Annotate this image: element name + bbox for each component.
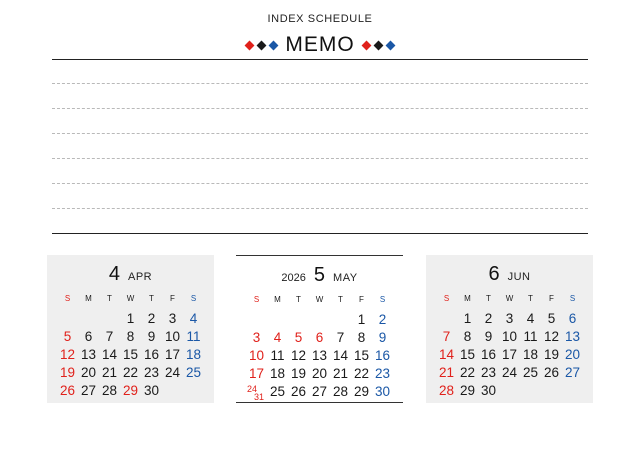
- memo-line: [52, 183, 588, 184]
- calendar-day: [309, 311, 330, 329]
- weekday-label: T: [296, 295, 301, 304]
- calendar-day: [288, 311, 309, 329]
- calendar-day[interactable]: 29: [122, 383, 139, 398]
- month-name: MAY: [333, 272, 358, 284]
- calendar-day[interactable]: 20: [311, 366, 328, 381]
- calendar-day[interactable]: 23: [374, 366, 391, 381]
- calendar-day[interactable]: 17: [248, 366, 265, 381]
- calendar-day[interactable]: 4: [189, 311, 198, 326]
- calendar-day: [183, 382, 204, 400]
- month-number: 5: [313, 264, 326, 286]
- calendar-day[interactable]: 5: [63, 329, 72, 344]
- calendar-day[interactable]: 6: [84, 329, 93, 344]
- calendar-day[interactable]: 29: [353, 384, 370, 399]
- memo-writing-area[interactable]: [52, 60, 588, 232]
- calendar-day[interactable]: 10: [501, 329, 518, 344]
- calendar-day[interactable]: 27: [564, 365, 581, 380]
- calendar-day: [499, 382, 520, 400]
- month-name: JUN: [507, 271, 531, 283]
- calendar-day[interactable]: 12: [543, 329, 560, 344]
- calendar-day-combined[interactable]: [246, 383, 267, 401]
- calendar-day[interactable]: 18: [522, 347, 539, 362]
- calendar-day[interactable]: 25: [185, 365, 202, 380]
- memo-header: [0, 33, 640, 57]
- calendar-day[interactable]: 15: [353, 348, 370, 363]
- calendar-day[interactable]: 12: [59, 347, 76, 362]
- calendar-day[interactable]: 20: [80, 365, 97, 380]
- calendar-day[interactable]: 2: [484, 311, 493, 326]
- calendar-day[interactable]: 9: [484, 329, 493, 344]
- memo-line: [52, 83, 588, 84]
- calendar-day[interactable]: 30: [480, 383, 497, 398]
- calendar-day[interactable]: 28: [101, 383, 118, 398]
- calendar-day: [562, 382, 583, 400]
- calendar-grid: [57, 292, 204, 400]
- calendar-day[interactable]: 25: [269, 384, 286, 399]
- calendar-june: [426, 255, 593, 403]
- calendar-april: [47, 255, 214, 403]
- calendar-day[interactable]: 15: [122, 347, 139, 362]
- calendar-day[interactable]: 1: [463, 311, 472, 326]
- calendar-day: [78, 310, 99, 328]
- calendar-day[interactable]: 15: [459, 347, 476, 362]
- calendar-day[interactable]: 9: [378, 330, 387, 345]
- calendar-day[interactable]: 20: [564, 347, 581, 362]
- calendar-day[interactable]: 23: [480, 365, 497, 380]
- calendar-day[interactable]: 8: [126, 329, 135, 344]
- calendar-day[interactable]: 7: [105, 329, 114, 344]
- calendar-header: [47, 263, 214, 286]
- memo-line: [52, 108, 588, 109]
- calendar-day[interactable]: 5: [547, 311, 556, 326]
- calendar-day[interactable]: 10: [164, 329, 181, 344]
- calendar-day[interactable]: 11: [270, 348, 285, 363]
- weekday-label: M: [464, 294, 471, 303]
- calendar-day-part: 24: [247, 384, 258, 394]
- calendar-header: [236, 264, 403, 287]
- calendar-day[interactable]: 1: [126, 311, 135, 326]
- calendar-day[interactable]: 2: [147, 311, 156, 326]
- weekday-label: M: [85, 294, 92, 303]
- black-diamond-icon: [374, 40, 384, 50]
- weekday-label: F: [359, 295, 364, 304]
- calendar-day: [246, 311, 267, 329]
- weekday-label: F: [170, 294, 175, 303]
- memo-line: [52, 208, 588, 209]
- blue-diamond-icon: [386, 40, 396, 50]
- calendar-day: [436, 310, 457, 328]
- memo-line: [52, 158, 588, 159]
- calendar-header: [426, 263, 593, 286]
- calendar-day[interactable]: 26: [543, 365, 560, 380]
- memo-title: MEMO: [285, 33, 355, 56]
- weekday-label: S: [190, 294, 197, 303]
- calendar-day[interactable]: 28: [438, 383, 455, 398]
- calendar-day[interactable]: 11: [186, 329, 201, 344]
- calendar-day[interactable]: 17: [164, 347, 181, 362]
- calendar-grid: [246, 293, 393, 401]
- calendar-day[interactable]: 26: [290, 384, 307, 399]
- memo-bottom-rule: [52, 233, 588, 234]
- calendar-day[interactable]: 21: [332, 366, 349, 381]
- red-diamond-icon: [362, 40, 372, 50]
- calendar-day[interactable]: 1: [357, 312, 366, 327]
- calendar-day[interactable]: 21: [438, 365, 455, 380]
- calendar-day[interactable]: 23: [143, 365, 160, 380]
- calendar-day[interactable]: 28: [332, 384, 349, 399]
- calendar-day[interactable]: 10: [248, 348, 265, 363]
- calendar-day[interactable]: 30: [374, 384, 391, 399]
- calendar-day: [330, 311, 351, 329]
- weekday-label: S: [443, 294, 450, 303]
- diamond-ornament-left: [243, 42, 279, 49]
- weekday-label: F: [549, 294, 554, 303]
- year-label: 2026: [281, 272, 306, 284]
- calendar-day[interactable]: 19: [543, 347, 560, 362]
- calendar-day: [162, 382, 183, 400]
- weekday-label: T: [486, 294, 491, 303]
- calendar-day[interactable]: 7: [336, 330, 345, 345]
- calendar-day[interactable]: 17: [501, 347, 518, 362]
- weekday-label: S: [64, 294, 71, 303]
- calendar-day[interactable]: 16: [480, 347, 497, 362]
- weekday-label: W: [126, 294, 135, 303]
- calendar-day[interactable]: 4: [526, 311, 535, 326]
- calendar-day[interactable]: 7: [442, 329, 451, 344]
- weekday-label: W: [505, 294, 514, 303]
- weekday-label: S: [379, 295, 386, 304]
- calendar-day[interactable]: 19: [290, 366, 307, 381]
- calendar-day[interactable]: 13: [564, 329, 581, 344]
- calendar-day[interactable]: 13: [80, 347, 97, 362]
- calendar-day[interactable]: 6: [568, 311, 577, 326]
- diamond-ornament-right: [361, 42, 397, 49]
- calendar-day[interactable]: 8: [357, 330, 366, 345]
- calendar-day[interactable]: 13: [311, 348, 328, 363]
- calendar-may: [236, 255, 403, 403]
- calendar-day[interactable]: 12: [290, 348, 307, 363]
- calendar-day: [520, 382, 541, 400]
- calendar-day[interactable]: 22: [122, 365, 139, 380]
- calendar-day[interactable]: 16: [374, 348, 391, 363]
- calendar-day[interactable]: 27: [80, 383, 97, 398]
- calendar-day: [541, 382, 562, 400]
- calendar-day[interactable]: 26: [59, 383, 76, 398]
- calendar-day[interactable]: 24: [164, 365, 181, 380]
- calendar-day: [99, 310, 120, 328]
- calendar-day[interactable]: 9: [147, 329, 156, 344]
- weekday-label: T: [107, 294, 112, 303]
- month-name: APR: [128, 271, 153, 283]
- calendar-day[interactable]: 3: [168, 311, 177, 326]
- calendar-day[interactable]: 29: [459, 383, 476, 398]
- weekday-label: T: [149, 294, 154, 303]
- calendar-day[interactable]: 14: [101, 347, 118, 362]
- calendar-day[interactable]: 27: [311, 384, 328, 399]
- month-number: 6: [488, 263, 500, 285]
- calendar-day[interactable]: 21: [101, 365, 118, 380]
- calendar-day: [57, 310, 78, 328]
- calendar-day: [267, 311, 288, 329]
- calendar-day[interactable]: 3: [505, 311, 514, 326]
- calendar-day[interactable]: 14: [332, 348, 349, 363]
- calendar-day[interactable]: 8: [463, 329, 472, 344]
- calendar-day[interactable]: 24: [501, 365, 518, 380]
- blue-diamond-icon: [268, 40, 278, 50]
- calendar-day[interactable]: 3: [252, 330, 261, 345]
- weekday-label: T: [528, 294, 533, 303]
- calendar-day[interactable]: 30: [143, 383, 160, 398]
- black-diamond-icon: [256, 40, 266, 50]
- calendar-day[interactable]: 22: [353, 366, 370, 381]
- calendar-grid: [436, 292, 583, 400]
- calendar-day[interactable]: 4: [273, 330, 282, 345]
- calendar-day[interactable]: 18: [185, 347, 202, 362]
- calendar-day[interactable]: 16: [143, 347, 160, 362]
- weekday-label: S: [253, 295, 260, 304]
- calendar-day[interactable]: 25: [522, 365, 539, 380]
- weekday-label: W: [315, 295, 324, 304]
- calendar-day[interactable]: 2: [378, 312, 387, 327]
- weekday-label: T: [338, 295, 343, 304]
- weekday-label: M: [274, 295, 281, 304]
- calendar-day[interactable]: 19: [59, 365, 76, 380]
- calendar-day[interactable]: 18: [269, 366, 286, 381]
- calendar-day[interactable]: 5: [294, 330, 303, 345]
- calendar-day-part: 31: [254, 392, 265, 402]
- calendar-day[interactable]: 6: [315, 330, 324, 345]
- month-number: 4: [108, 263, 120, 285]
- calendar-day[interactable]: 14: [438, 347, 455, 362]
- red-diamond-icon: [244, 40, 254, 50]
- calendar-day[interactable]: 11: [523, 329, 538, 344]
- memo-line: [52, 133, 588, 134]
- weekday-label: S: [569, 294, 576, 303]
- calendar-day[interactable]: 22: [459, 365, 476, 380]
- page-subtitle: INDEX SCHEDULE: [267, 13, 373, 25]
